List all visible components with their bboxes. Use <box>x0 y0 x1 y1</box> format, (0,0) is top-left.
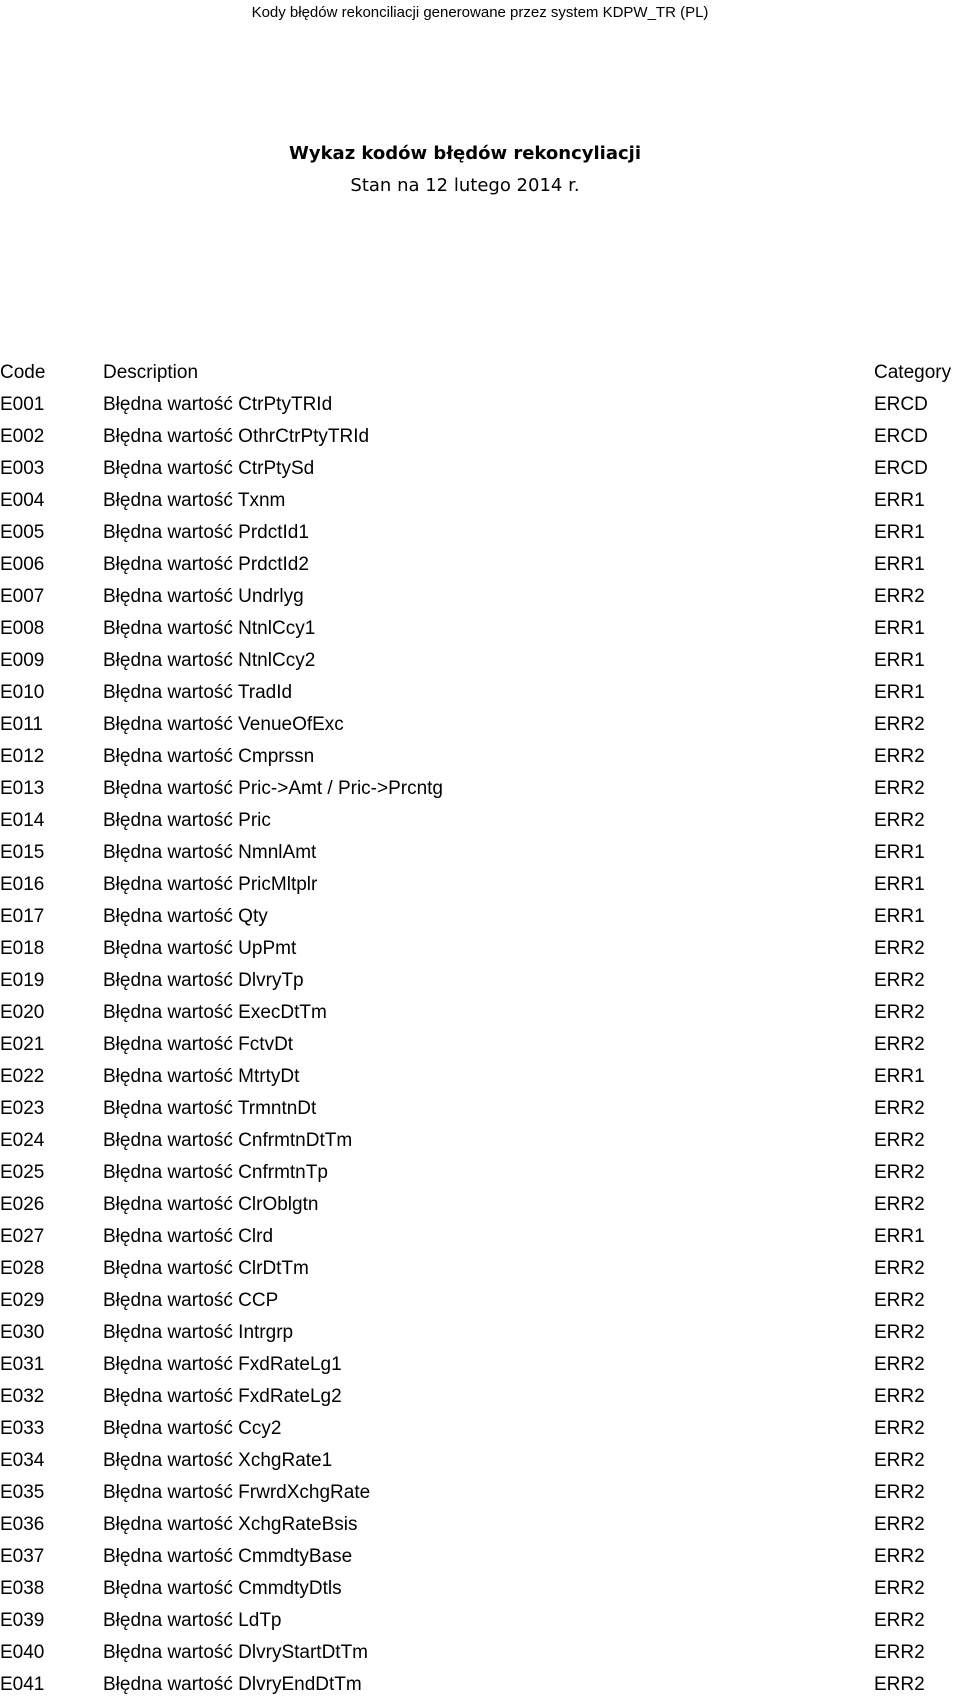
cell-category: ERR1 <box>874 906 925 927</box>
column-header-code: Code <box>0 362 46 383</box>
table-row <box>0 421 960 453</box>
table-row <box>0 581 960 613</box>
cell-category: ERR1 <box>874 874 925 895</box>
cell-code: E035 <box>0 1482 45 1503</box>
cell-category: ERR2 <box>874 746 925 767</box>
cell-code: E015 <box>0 842 45 863</box>
cell-code: E010 <box>0 682 45 703</box>
cell-description: Błędna wartość Undrlyg <box>103 586 304 607</box>
table-row <box>0 1477 960 1509</box>
cell-code: E021 <box>0 1034 45 1055</box>
table-row <box>0 613 960 645</box>
cell-description: Błędna wartość NtnlCcy1 <box>103 618 316 639</box>
cell-category: ERR1 <box>874 842 925 863</box>
cell-category: ERR2 <box>874 1418 925 1439</box>
cell-description: Błędna wartość ClrOblgtn <box>103 1194 319 1215</box>
cell-category: ERR2 <box>874 1258 925 1279</box>
cell-code: E002 <box>0 426 45 447</box>
cell-category: ERR2 <box>874 778 925 799</box>
cell-code: E020 <box>0 1002 45 1023</box>
table-row <box>0 1605 960 1637</box>
cell-description: Błędna wartość Qty <box>103 906 268 927</box>
running-header: Kody błędów rekonciliacji generowane przez system KDPW_TR (PL) <box>251 4 709 21</box>
cell-category: ERR1 <box>874 1066 925 1087</box>
cell-description: Błędna wartość CmmdtyDtls <box>103 1578 342 1599</box>
table-row <box>0 1445 960 1477</box>
cell-category: ERR1 <box>874 682 925 703</box>
table-row <box>0 1061 960 1093</box>
cell-category: ERR2 <box>874 1578 925 1599</box>
cell-category: ERR2 <box>874 586 925 607</box>
cell-description: Błędna wartość NmnlAmt <box>103 842 317 863</box>
cell-description: Błędna wartość UpPmt <box>103 938 297 959</box>
table-row <box>0 1381 960 1413</box>
error-codes-table <box>0 357 960 1701</box>
cell-description: Błędna wartość ClrDtTm <box>103 1258 309 1279</box>
cell-code: E005 <box>0 522 45 543</box>
table-row <box>0 389 960 421</box>
cell-description: Błędna wartość DlvryEndDtTm <box>103 1674 362 1695</box>
cell-description: Błędna wartość FrwrdXchgRate <box>103 1482 371 1503</box>
cell-category: ERR2 <box>874 1002 925 1023</box>
table-row <box>0 1541 960 1573</box>
cell-description: Błędna wartość CCP <box>103 1290 279 1311</box>
cell-code: E034 <box>0 1450 45 1471</box>
table-row <box>0 453 960 485</box>
cell-description: Błędna wartość XchgRateBsis <box>103 1514 358 1535</box>
cell-code: E037 <box>0 1546 45 1567</box>
cell-code: E006 <box>0 554 45 575</box>
document-title: Wykaz kodów błędów rekoncyliacji <box>288 143 642 164</box>
cell-code: E032 <box>0 1386 45 1407</box>
cell-category: ERR2 <box>874 1098 925 1119</box>
cell-category: ERR2 <box>874 1674 925 1695</box>
table-row <box>0 1669 960 1701</box>
cell-description: Błędna wartość LdTp <box>103 1610 282 1631</box>
cell-code: E011 <box>0 714 43 735</box>
cell-description: Błędna wartość Intrgrp <box>103 1322 294 1343</box>
cell-description: Błędna wartość TrmntnDt <box>103 1098 317 1119</box>
cell-description: Błędna wartość PrdctId2 <box>103 554 309 575</box>
cell-category: ERR1 <box>874 522 925 543</box>
cell-code: E041 <box>0 1674 45 1695</box>
cell-code: E029 <box>0 1290 45 1311</box>
table-row <box>0 677 960 709</box>
cell-code: E026 <box>0 1194 45 1215</box>
cell-description: Błędna wartość Pric->Amt / Pric->Prcntg <box>103 778 443 799</box>
table-header-row <box>0 357 960 389</box>
table-row <box>0 1637 960 1669</box>
cell-category: ERR1 <box>874 490 925 511</box>
cell-code: E004 <box>0 490 45 511</box>
cell-code: E001 <box>0 394 45 415</box>
table-body <box>0 389 960 1701</box>
cell-category: ERR2 <box>874 810 925 831</box>
table-row <box>0 837 960 869</box>
table-row <box>0 741 960 773</box>
table-row <box>0 1349 960 1381</box>
cell-category: ERR2 <box>874 1322 925 1343</box>
cell-code: E007 <box>0 586 45 607</box>
cell-description: Błędna wartość VenueOfExc <box>103 714 344 735</box>
cell-code: E012 <box>0 746 45 767</box>
cell-category: ERCD <box>874 458 928 479</box>
cell-code: E030 <box>0 1322 45 1343</box>
cell-category: ERR2 <box>874 1162 925 1183</box>
cell-description: Błędna wartość CtrPtySd <box>103 458 315 479</box>
cell-category: ERR2 <box>874 1642 925 1663</box>
cell-code: E040 <box>0 1642 45 1663</box>
table-row <box>0 869 960 901</box>
table-row <box>0 1509 960 1541</box>
cell-code: E017 <box>0 906 45 927</box>
cell-code: E027 <box>0 1226 45 1247</box>
cell-description: Błędna wartość CnfrmtnDtTm <box>103 1130 353 1151</box>
cell-description: Błędna wartość TradId <box>103 682 293 703</box>
table-row <box>0 901 960 933</box>
cell-description: Błędna wartość PrdctId1 <box>103 522 309 543</box>
cell-description: Błędna wartość CnfrmtnTp <box>103 1162 328 1183</box>
table-row <box>0 1189 960 1221</box>
cell-description: Błędna wartość DlvryStartDtTm <box>103 1642 369 1663</box>
table-row <box>0 773 960 805</box>
cell-description: Błędna wartość CtrPtyTRId <box>103 394 333 415</box>
cell-category: ERR2 <box>874 1386 925 1407</box>
table-row <box>0 1029 960 1061</box>
cell-code: E038 <box>0 1578 45 1599</box>
cell-description: Błędna wartość XchgRate1 <box>103 1450 333 1471</box>
cell-code: E019 <box>0 970 45 991</box>
cell-description: Błędna wartość Cmprssn <box>103 746 315 767</box>
table-row <box>0 965 960 997</box>
cell-code: E031 <box>0 1354 45 1375</box>
table-row <box>0 645 960 677</box>
cell-category: ERR2 <box>874 1034 925 1055</box>
cell-code: E025 <box>0 1162 45 1183</box>
cell-code: E033 <box>0 1418 45 1439</box>
cell-category: ERR1 <box>874 650 925 671</box>
cell-code: E022 <box>0 1066 45 1087</box>
table-row <box>0 709 960 741</box>
table-row <box>0 1573 960 1605</box>
cell-code: E036 <box>0 1514 45 1535</box>
column-header-description: Description <box>103 362 199 383</box>
cell-description: Błędna wartość Clrd <box>103 1226 274 1247</box>
cell-description: Błędna wartość PricMltplr <box>103 874 318 895</box>
cell-category: ERR2 <box>874 1354 925 1375</box>
cell-category: ERCD <box>874 426 928 447</box>
cell-code: E008 <box>0 618 45 639</box>
document-date: Stan na 12 lutego 2014 r. <box>350 175 580 196</box>
table-row <box>0 1413 960 1445</box>
cell-code: E016 <box>0 874 45 895</box>
cell-code: E013 <box>0 778 45 799</box>
cell-category: ERR1 <box>874 618 925 639</box>
cell-category: ERR2 <box>874 1290 925 1311</box>
cell-category: ERR2 <box>874 1194 925 1215</box>
table-row <box>0 1253 960 1285</box>
cell-description: Błędna wartość FxdRateLg1 <box>103 1354 342 1375</box>
cell-code: E024 <box>0 1130 45 1151</box>
cell-code: E018 <box>0 938 45 959</box>
table-row <box>0 1157 960 1189</box>
table-row <box>0 1221 960 1253</box>
table-row <box>0 517 960 549</box>
cell-description: Błędna wartość NtnlCcy2 <box>103 650 316 671</box>
cell-category: ERCD <box>874 394 928 415</box>
cell-category: ERR2 <box>874 970 925 991</box>
column-header-category: Category <box>874 362 952 383</box>
cell-code: E028 <box>0 1258 45 1279</box>
cell-code: E014 <box>0 810 45 831</box>
table-row <box>0 805 960 837</box>
cell-category: ERR2 <box>874 1546 925 1567</box>
cell-category: ERR1 <box>874 554 925 575</box>
cell-description: Błędna wartość ExecDtTm <box>103 1002 327 1023</box>
table-row <box>0 1317 960 1349</box>
cell-category: ERR2 <box>874 1610 925 1631</box>
table-row <box>0 1285 960 1317</box>
table-row <box>0 933 960 965</box>
cell-category: ERR2 <box>874 1450 925 1471</box>
cell-code: E023 <box>0 1098 45 1119</box>
cell-category: ERR2 <box>874 1514 925 1535</box>
cell-category: ERR2 <box>874 938 925 959</box>
cell-category: ERR2 <box>874 1130 925 1151</box>
cell-code: E003 <box>0 458 45 479</box>
table-row <box>0 1125 960 1157</box>
cell-description: Błędna wartość FxdRateLg2 <box>103 1386 342 1407</box>
cell-code: E039 <box>0 1610 45 1631</box>
cell-code: E009 <box>0 650 45 671</box>
cell-category: ERR1 <box>874 1226 925 1247</box>
table-row <box>0 549 960 581</box>
cell-description: Błędna wartość FctvDt <box>103 1034 294 1055</box>
cell-description: Błędna wartość Pric <box>103 810 271 831</box>
cell-description: Błędna wartość Ccy2 <box>103 1418 282 1439</box>
table-row <box>0 997 960 1029</box>
cell-description: Błędna wartość CmmdtyBase <box>103 1546 353 1567</box>
cell-description: Błędna wartość MtrtyDt <box>103 1066 300 1087</box>
cell-category: ERR2 <box>874 1482 925 1503</box>
cell-description: Błędna wartość DlvryTp <box>103 970 304 991</box>
cell-category: ERR2 <box>874 714 925 735</box>
table-row <box>0 485 960 517</box>
table-row <box>0 1093 960 1125</box>
cell-description: Błędna wartość OthrCtrPtyTRId <box>103 426 370 447</box>
cell-description: Błędna wartość Txnm <box>103 490 286 511</box>
